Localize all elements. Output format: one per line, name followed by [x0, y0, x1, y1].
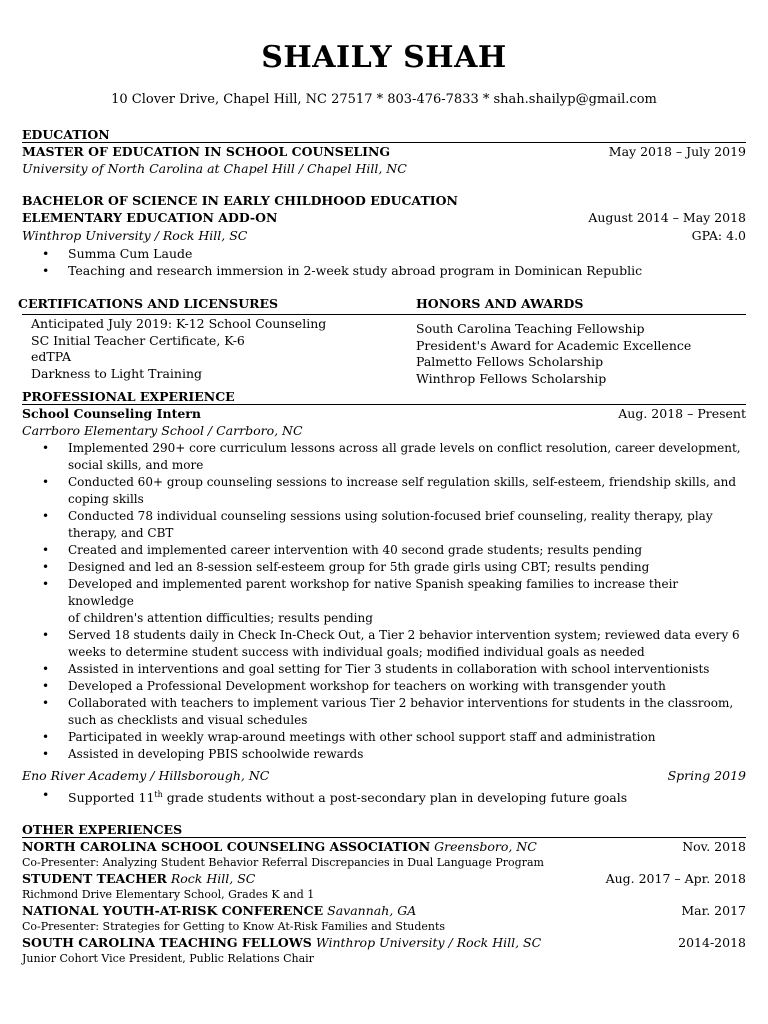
bachelors-degree: BACHELOR OF SCIENCE IN EARLY CHILDHOOD EDUCATION	[22, 193, 458, 208]
list-item: • Developed and implemented parent workshop for native Spanish speaking families to increase their knowledge of children's attention difficulties; results pending	[22, 576, 746, 627]
intern-row	[22, 406, 746, 421]
intern-place: Carrboro Elementary School / Carrboro, NC	[22, 423, 303, 438]
masters-dates: May 2018 – July 2019	[608, 144, 746, 159]
masters-row	[22, 144, 746, 159]
masters-degree: MASTER OF EDUCATION IN SCHOOL COUNSELING	[22, 144, 391, 159]
list-item: • Summa Cum Laude	[22, 245, 746, 262]
list-item: • Teaching and research immersion in 2-week study abroad program in Dominican Republic	[22, 262, 746, 279]
list-item: • Conducted 78 individual counseling sessions using solution-focused brief counseling, reality therapy, play therapy, and CBT	[22, 508, 746, 542]
list-item: Darkness to Light Training	[31, 365, 203, 381]
list-item: • Designed and led an 8-session self-esteem group for 5th grade girls using CBT; results pending	[22, 559, 746, 576]
bachelors-school: Winthrop University / Rock Hill, SC	[22, 228, 248, 243]
list-item: • Created and implemented career intervention with 40 second grade students; results pending	[22, 542, 746, 559]
list-item: Palmetto Fellows Scholarship	[416, 354, 604, 369]
bachelors-bullets	[22, 245, 746, 279]
bachelors-school-row	[22, 228, 746, 243]
list-item: • Served 18 students daily in Check In-Check Out, a Tier 2 behavior intervention system; reviewed data every 6 weeks to determine student success with individual goals; modified individual goals as needed	[22, 627, 746, 661]
list-item: • Participated in weekly wrap-around meetings with other school support staff and administration	[22, 729, 746, 746]
list-item: South Carolina Teaching Fellowship	[416, 321, 645, 336]
list-item: edTPA	[31, 349, 72, 364]
list-item: • Collaborated with teachers to implement various Tier 2 behavior interventions for students in the classroom, such as checklists and visual schedules	[22, 695, 746, 729]
eno-place: Eno River Academy / Hillsborough, NC	[22, 768, 270, 783]
other-item-row: NATIONAL YOUTH-AT-RISK CONFERENCE Savannah, GA Mar. 2017	[22, 903, 746, 918]
other-item-detail: Co-Presenter: Analyzing Student Behavior Referral Discrepancies in Dual Language Program	[22, 856, 544, 869]
list-item: • Assisted in developing PBIS schoolwide rewards	[22, 746, 746, 763]
list-item: • Assisted in interventions and goal setting for Tier 3 students in collaboration with school interventionists	[22, 661, 746, 678]
certifications-heading: CERTIFICATIONS AND LICENSURES	[18, 296, 279, 311]
list-item: • Conducted 60+ group counseling sessions to increase self regulation skills, self-esteem, friendship skills, and coping skills	[22, 474, 746, 508]
list-item: • Implemented 290+ core curriculum lessons across all grade levels on conflict resolution, career development, social skills, and more	[22, 440, 746, 474]
list-item: • Supported 11th grade students without a post-secondary plan in developing future goals	[22, 786, 746, 806]
intern-bullets	[22, 440, 746, 763]
certifications-list	[31, 316, 326, 382]
list-item: President's Award for Academic Excellence	[416, 337, 692, 353]
intern-dates: Aug. 2018 – Present	[618, 406, 746, 421]
section-rule	[22, 404, 746, 405]
bachelors-addon-row	[22, 210, 746, 225]
other-heading: OTHER EXPERIENCES	[22, 822, 183, 837]
other-item-row: SOUTH CAROLINA TEACHING FELLOWS Winthrop University / Rock Hill, SC 2014-2018	[22, 935, 746, 950]
contact-line: 10 Clover Drive, Chapel Hill, NC 27517 * 803-476-7833 * shah.shailyp@gmail.com	[111, 92, 657, 107]
other-item-row: STUDENT TEACHER Rock Hill, SC Aug. 2017 – Apr. 2018	[22, 871, 746, 886]
other-item-detail: Junior Cohort Vice President, Public Relations Chair	[22, 952, 314, 965]
list-item: Anticipated July 2019: K-12 School Counseling	[31, 316, 327, 331]
honors-heading: HONORS AND AWARDS	[416, 296, 584, 311]
other-item-row: NORTH CAROLINA SCHOOL COUNSELING ASSOCIATION Greensboro, NC Nov. 2018	[22, 839, 746, 854]
eno-bullets	[22, 786, 746, 806]
bachelors-gpa: GPA: 4.0	[691, 228, 746, 243]
intern-title: School Counseling Intern	[22, 406, 201, 421]
professional-heading: PROFESSIONAL EXPERIENCE	[22, 389, 235, 404]
masters-school: University of North Carolina at Chapel Hill / Chapel Hill, NC	[22, 161, 407, 176]
eno-dates: Spring 2019	[667, 768, 746, 783]
eno-row	[22, 768, 746, 783]
other-item-detail: Co-Presenter: Strategies for Getting to Know At-Risk Families and Students	[22, 920, 446, 933]
section-rule	[22, 142, 746, 143]
other-item-detail: Richmond Drive Elementary School, Grades K and 1	[22, 888, 315, 901]
list-item: SC Initial Teacher Certificate, K-6	[31, 332, 245, 348]
education-heading: EDUCATION	[22, 127, 110, 142]
list-item: Winthrop Fellows Scholarship	[416, 370, 607, 386]
bachelors-dates: August 2014 – May 2018	[588, 210, 746, 225]
list-item: • Developed a Professional Development workshop for teachers on working with transgender youth	[22, 678, 746, 695]
bachelors-addon: ELEMENTARY EDUCATION ADD-ON	[22, 210, 278, 225]
section-rule	[22, 314, 746, 315]
candidate-name: SHAILY SHAH	[261, 40, 507, 75]
honors-list	[416, 321, 691, 387]
section-rule	[22, 837, 746, 838]
